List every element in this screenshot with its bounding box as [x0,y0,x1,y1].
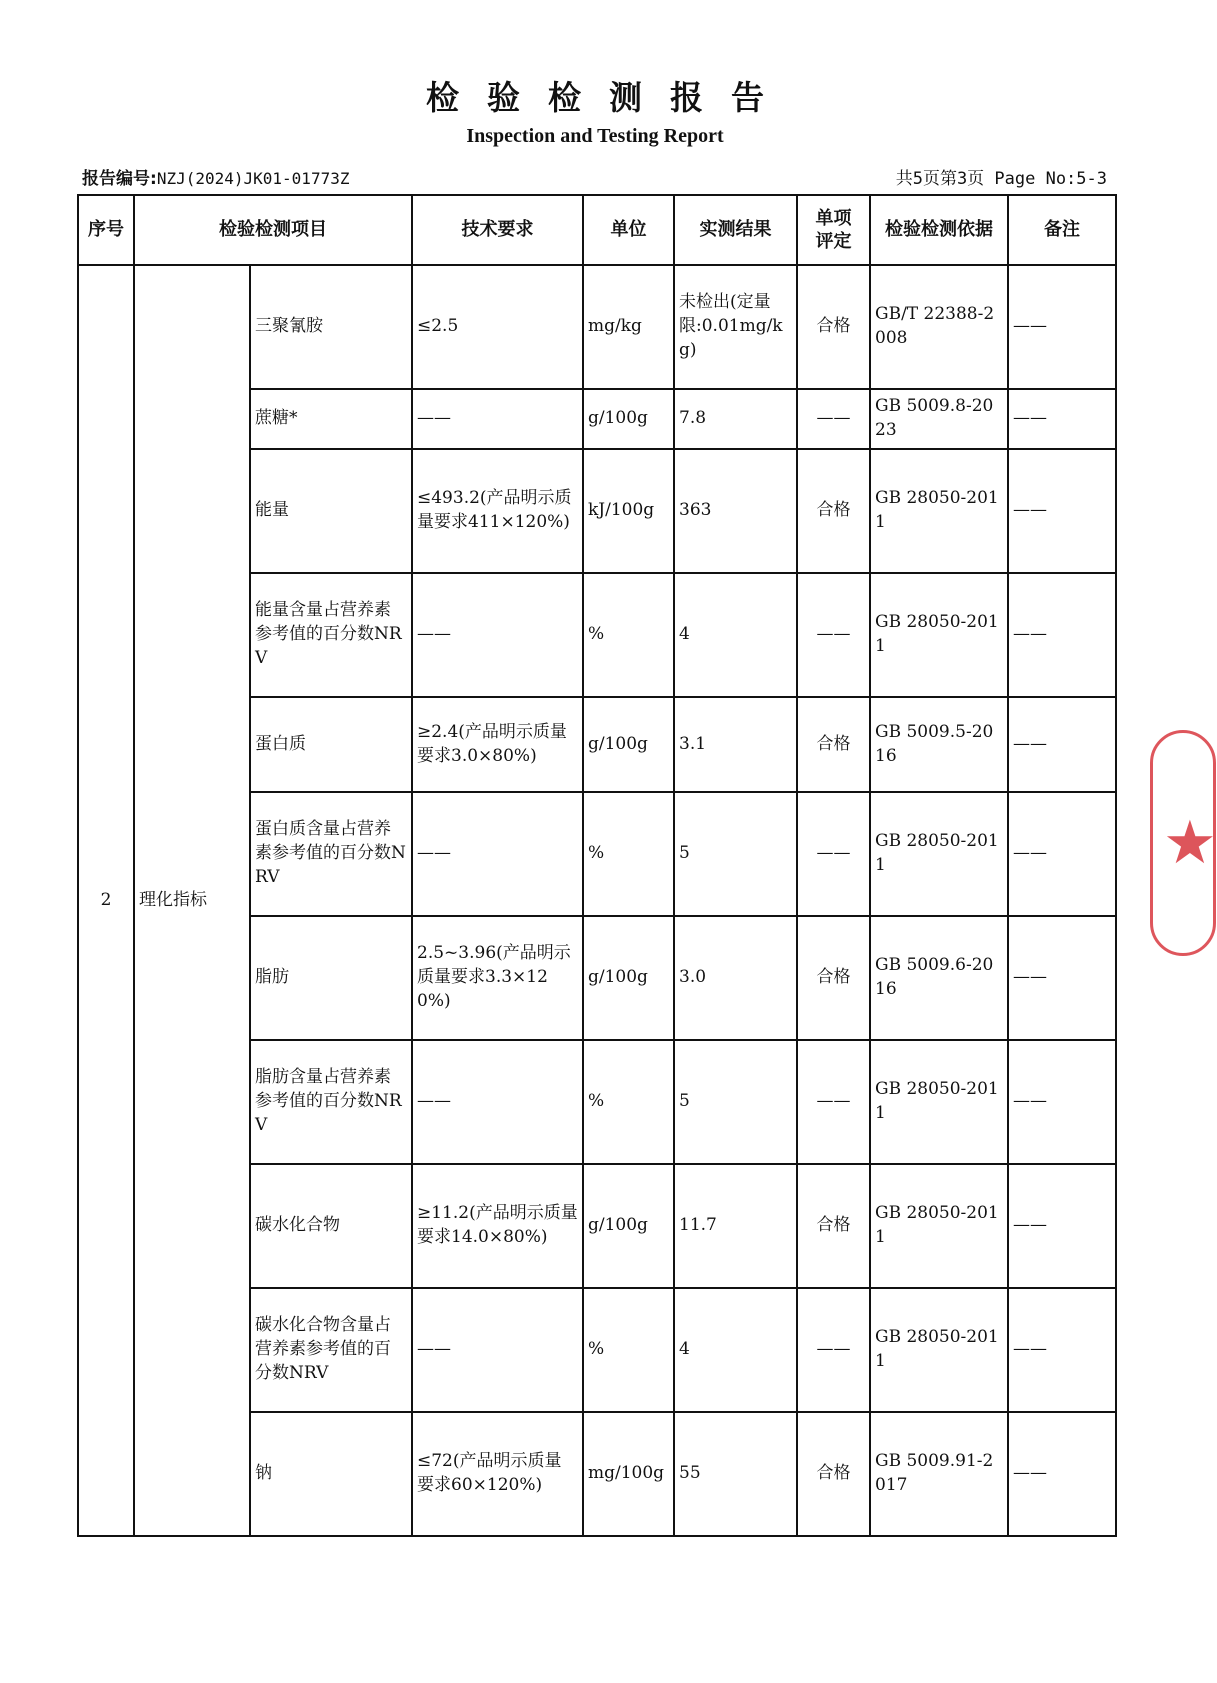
verdict-cell: —— [797,573,870,697]
item-cell: 碳水化合物 [250,1164,412,1288]
item-cell: 脂肪含量占营养素参考值的百分数NRV [250,1040,412,1164]
verdict-cell: 合格 [797,449,870,573]
remark-cell: —— [1008,449,1116,573]
unit-cell: % [583,573,674,697]
result-cell: 3.1 [674,697,797,792]
col-header-seq: 序号 [78,195,134,265]
unit-cell: kJ/100g [583,449,674,573]
item-cell: 蛋白质含量占营养素参考值的百分数NRV [250,792,412,916]
col-header-verdict-text: 单项评定 [815,207,852,252]
report-number [82,164,349,189]
remark-cell: —— [1008,1412,1116,1536]
remark-cell: —— [1008,265,1116,389]
seq-cell: 2 [78,265,134,1536]
remark-cell: —— [1008,389,1116,449]
unit-cell: g/100g [583,916,674,1040]
requirement-cell: ≤493.2(产品明示质量要求411×120%) [412,449,583,573]
basis-cell: GB 28050-2011 [870,449,1008,573]
result-cell: 5 [674,792,797,916]
item-cell: 脂肪 [250,916,412,1040]
unit-cell: % [583,792,674,916]
item-cell: 蛋白质 [250,697,412,792]
remark-cell: —— [1008,697,1116,792]
remark-cell: —— [1008,1164,1116,1288]
item-cell: 钠 [250,1412,412,1536]
basis-cell: GB 5009.8-2023 [870,389,1008,449]
result-cell: 3.0 [674,916,797,1040]
requirement-cell: ≥11.2(产品明示质量要求14.0×80%) [412,1164,583,1288]
unit-cell: % [583,1040,674,1164]
col-header-remark: 备注 [1008,195,1116,265]
unit-cell: mg/kg [583,265,674,389]
requirement-cell: —— [412,389,583,449]
requirement-cell: —— [412,1288,583,1412]
result-cell: 55 [674,1412,797,1536]
requirement-cell: ≤2.5 [412,265,583,389]
result-cell: 5 [674,1040,797,1164]
item-cell: 碳水化合物含量占营养素参考值的百分数NRV [250,1288,412,1412]
basis-cell: GB 28050-2011 [870,1164,1008,1288]
unit-cell: mg/100g [583,1412,674,1536]
unit-cell: g/100g [583,697,674,792]
verdict-cell: —— [797,792,870,916]
unit-cell: % [583,1288,674,1412]
seal-star-icon: ★ [1163,808,1217,878]
requirement-cell: —— [412,1040,583,1164]
page-info: 共5页第3页 Page No:5-3 [895,169,1107,189]
requirement-cell: —— [412,573,583,697]
col-header-basis: 检验检测依据 [870,195,1008,265]
table-row [78,265,1116,389]
basis-cell: GB 5009.91-2017 [870,1412,1008,1536]
col-header-unit: 单位 [583,195,674,265]
item-cell: 能量含量占营养素参考值的百分数NRV [250,573,412,697]
result-cell: 11.7 [674,1164,797,1288]
remark-cell: —— [1008,792,1116,916]
verdict-cell: 合格 [797,1164,870,1288]
result-cell: 4 [674,573,797,697]
result-cell: 4 [674,1288,797,1412]
unit-cell: g/100g [583,389,674,449]
item-cell: 能量 [250,449,412,573]
remark-cell: —— [1008,1288,1116,1412]
col-header-verdict [797,195,870,265]
report-title-en: Inspection and Testing Report [466,125,724,147]
basis-cell: GB 28050-2011 [870,1040,1008,1164]
verdict-cell: 合格 [797,916,870,1040]
verdict-cell: 合格 [797,265,870,389]
basis-cell: GB 28050-2011 [870,573,1008,697]
basis-cell: GB/T 22388-2008 [870,265,1008,389]
unit-cell: g/100g [583,1164,674,1288]
result-cell: 未检出(定量限:0.01mg/kg) [674,265,797,389]
item-cell: 三聚氰胺 [250,265,412,389]
remark-cell: —— [1008,573,1116,697]
col-header-item: 检验检测项目 [134,195,412,265]
basis-cell: GB 28050-2011 [870,792,1008,916]
requirement-cell: 2.5~3.96(产品明示质量要求3.3×120%) [412,916,583,1040]
col-header-requirement: 技术要求 [412,195,583,265]
verdict-cell: 合格 [797,697,870,792]
category-cell: 理化指标 [134,265,250,1536]
item-cell: 蔗糖* [250,389,412,449]
requirement-cell: ≥2.4(产品明示质量要求3.0×80%) [412,697,583,792]
report-title-cn: 检验检测报告 [426,78,792,117]
basis-cell: GB 28050-2011 [870,1288,1008,1412]
result-cell: 363 [674,449,797,573]
verdict-cell: —— [797,389,870,449]
table-header-row [78,195,1116,265]
verdict-cell: 合格 [797,1412,870,1536]
result-cell: 7.8 [674,389,797,449]
basis-cell: GB 5009.5-2016 [870,697,1008,792]
verdict-cell: —— [797,1040,870,1164]
report-number-label: 报告编号: [82,169,157,189]
basis-cell: GB 5009.6-2016 [870,916,1008,1040]
remark-cell: —— [1008,916,1116,1040]
results-table [77,194,1117,1537]
requirement-cell: —— [412,792,583,916]
remark-cell: —— [1008,1040,1116,1164]
official-seal [1150,730,1216,956]
requirement-cell: ≤72(产品明示质量要求60×120%) [412,1412,583,1536]
verdict-cell: —— [797,1288,870,1412]
col-header-result: 实测结果 [674,195,797,265]
report-number-value: NZJ(2024)JK01-01773Z [156,169,350,188]
